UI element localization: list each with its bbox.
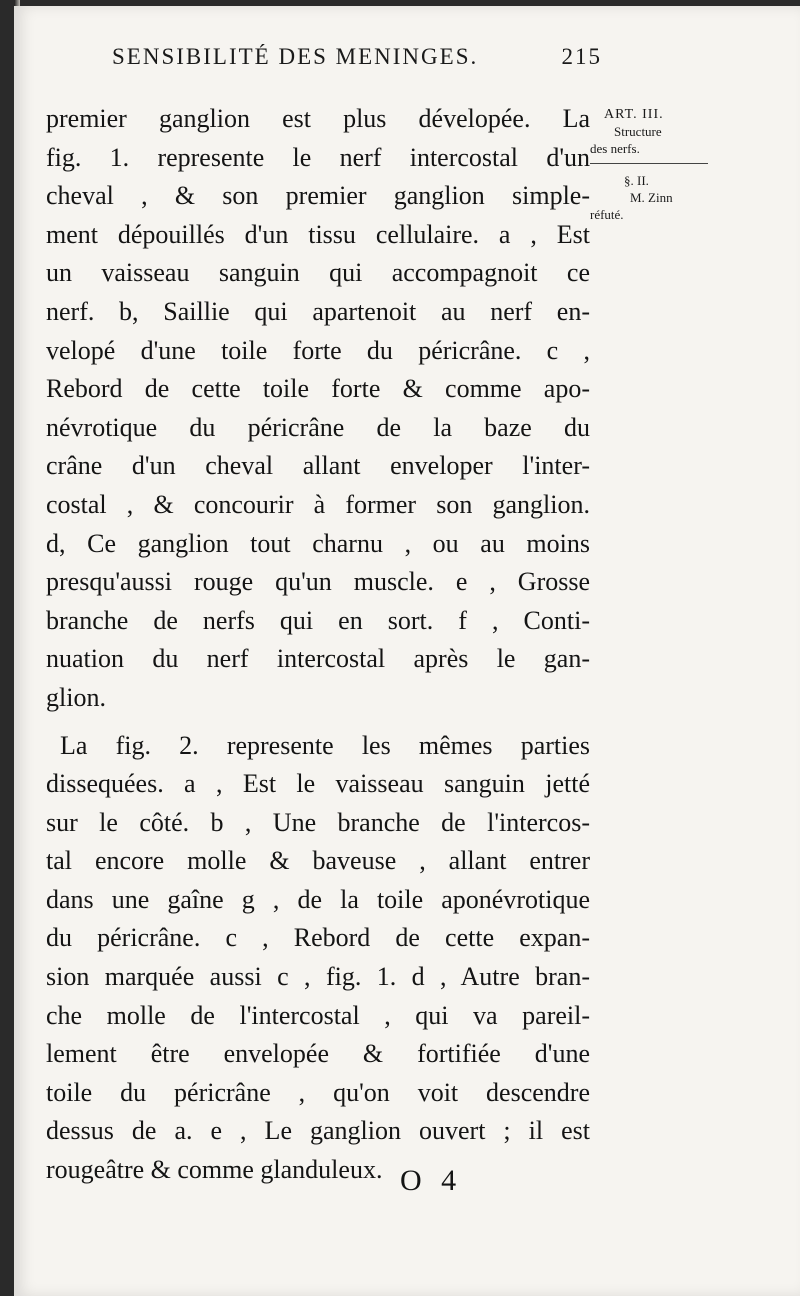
page-body [46, 100, 590, 1190]
text-line: fig. 1. represente le nerf intercostal d'un [46, 142, 590, 172]
margin-note-structure: Structure [614, 124, 662, 139]
text-line: glion. [46, 682, 106, 712]
text-line: La fig. 2. represente les mêmes parties [60, 730, 590, 760]
text-line: nerf. b, Saillie qui apartenoit au nerf en- [46, 296, 590, 326]
text-line: nuation du nerf intercostal après le gan- [46, 644, 590, 674]
text-line: velopé d'une toile forte du péricrâne. c , [46, 335, 590, 365]
paragraph-1 [46, 100, 590, 718]
signature-mark: O 4 [400, 1164, 463, 1197]
text-line: branche de nerfs qui en sort. f , Conti- [46, 605, 590, 635]
text-line: che molle de l'intercostal , qui va pareil- [46, 1000, 590, 1030]
text-line: sur le côté. b , Une branche de l'intercos- [46, 807, 590, 837]
text-line: presqu'aussi rouge qu'un muscle. e , Grosse [46, 567, 590, 597]
text-line: névrotique du péricrâne de la baze du [46, 412, 590, 442]
text-line: rougeâtre & comme glanduleux. [46, 1155, 383, 1185]
text-line: crâne d'un cheval allant enveloper l'inter- [46, 451, 590, 481]
text-line: premier ganglion est plus dévelopée. La [46, 104, 590, 133]
text-line: dans une gaîne g , de la toile aponévrotique [46, 884, 590, 914]
margin-note-author: M. Zinn [630, 190, 673, 205]
text-line: toile du péricrâne , qu'on voit descendre [46, 1077, 590, 1107]
margin-note-section: §. II. [624, 173, 649, 188]
running-title: SENSIBILITÉ DES MENINGES. [112, 44, 479, 69]
text-line: Rebord de cette toile forte & comme apo- [46, 374, 590, 404]
text-line: costal , & concourir à former son ganglion. [46, 489, 590, 519]
margin-note-refute: réfuté. [590, 207, 624, 222]
text-line: ment dépouillés d'un tissu cellulaire. a , Est [46, 219, 590, 249]
text-line: du péricrâne. c , Rebord de cette expan- [46, 923, 590, 953]
margin-note [590, 106, 710, 223]
text-line: d, Ce ganglion tout charnu , ou au moins [46, 528, 590, 558]
text-line: sion marquée aussi c , fig. 1. d , Autre bran- [46, 962, 590, 992]
margin-note-rule [590, 163, 708, 164]
text-line: lement être envelopée & fortifiée d'une [46, 1039, 590, 1069]
running-header [112, 44, 602, 70]
text-line: un vaisseau sanguin qui accompagnoit ce [46, 258, 590, 288]
text-line: tal encore molle & baveuse , allant entrer [46, 846, 590, 876]
text-line: dissequées. a , Est le vaisseau sanguin jetté [46, 769, 590, 799]
margin-note-nerves: des nerfs. [590, 141, 640, 156]
text-line: cheval , & son premier ganglion simple- [46, 181, 590, 211]
paragraph-2 [46, 727, 590, 1190]
text-line: dessus de a. e , Le ganglion ouvert ; il est [46, 1116, 590, 1146]
margin-note-article: ART. III. [604, 107, 664, 122]
page-number: 215 [561, 44, 602, 69]
